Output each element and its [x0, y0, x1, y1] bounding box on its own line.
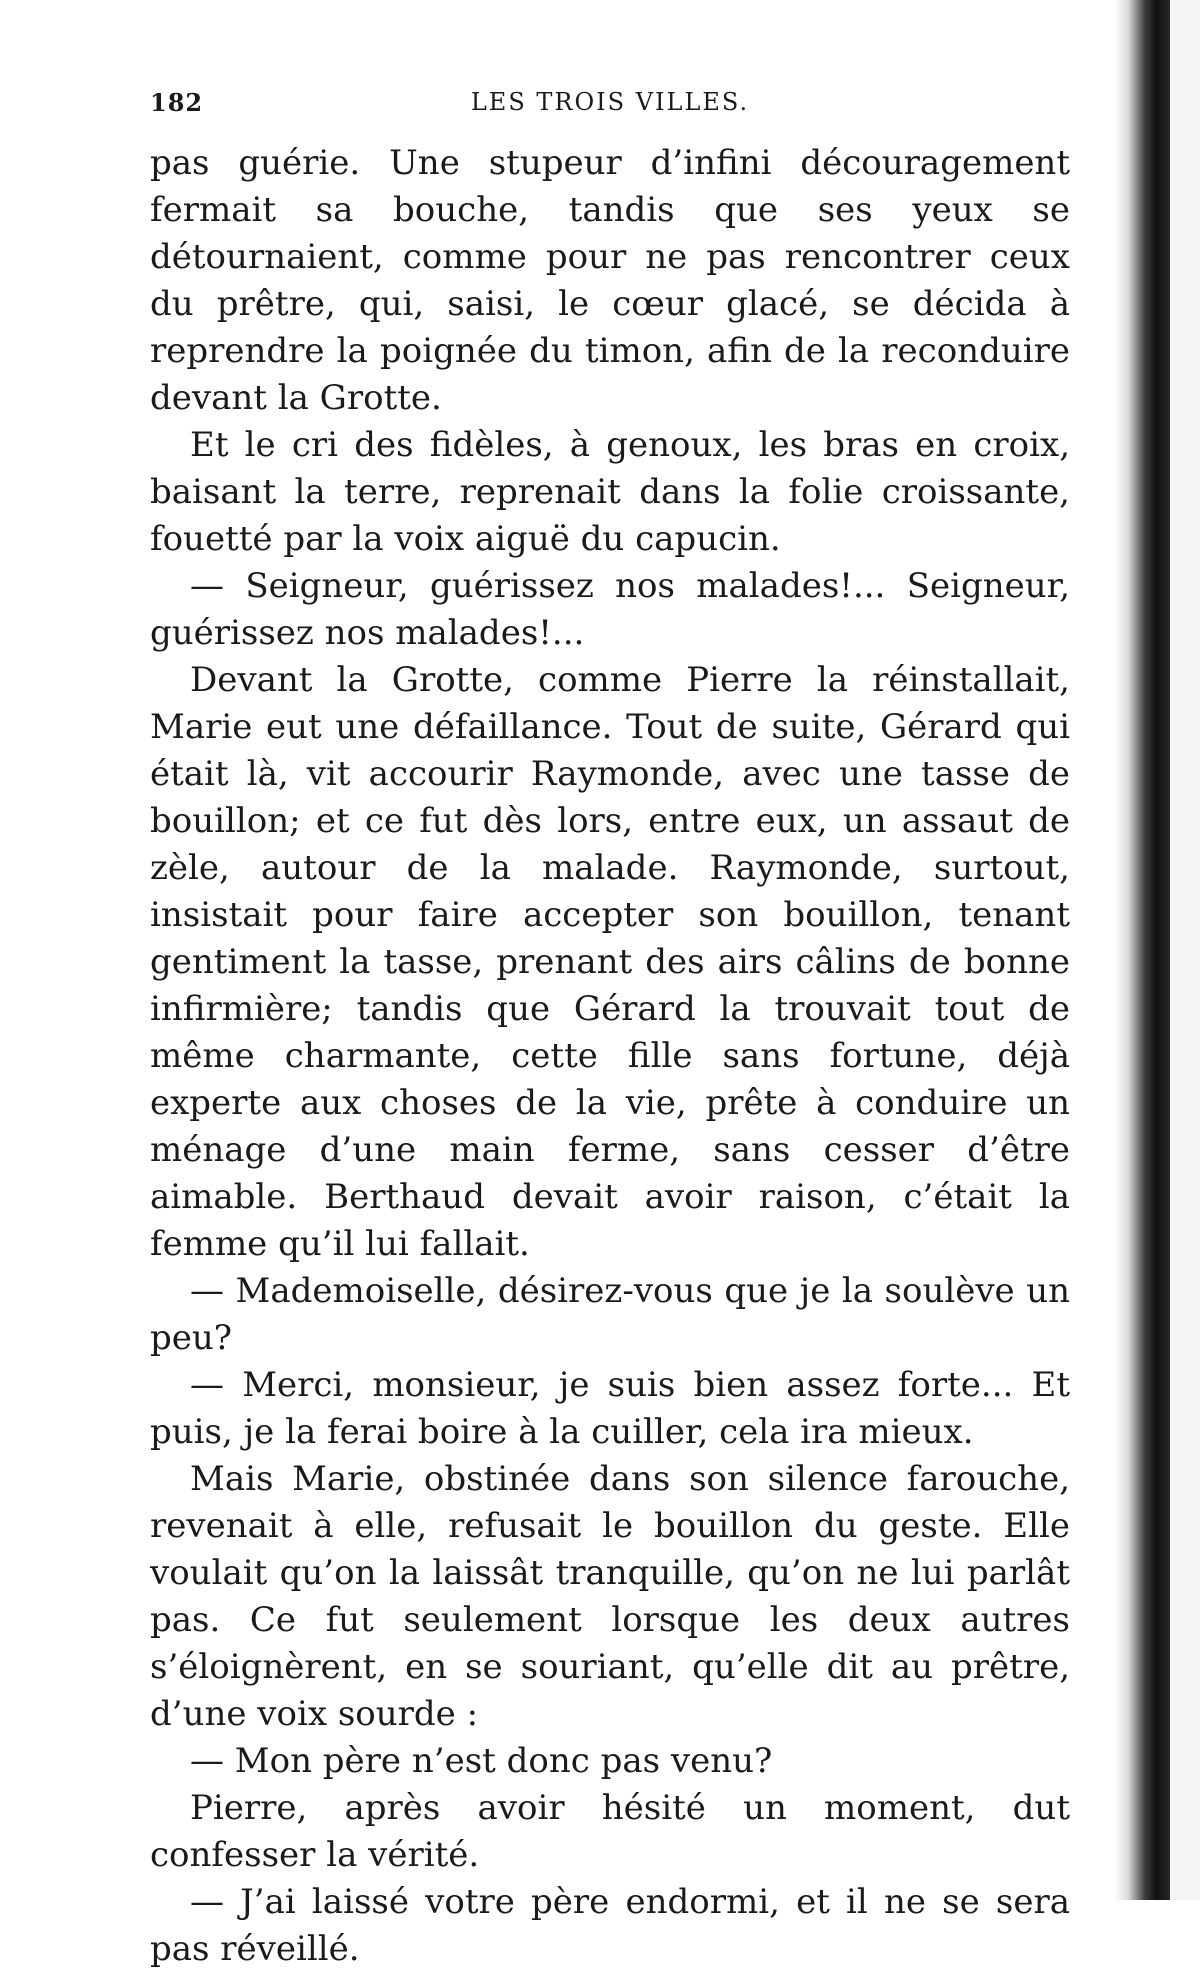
dialogue-line: — Mademoiselle, désirez-vous que je la soulève un peu? [150, 1271, 1070, 1358]
running-title: LES TROIS VILLES. [470, 88, 750, 116]
page-number: 182 [150, 88, 204, 117]
dialogue-line: — Merci, monsieur, je suis bien assez forte... Et puis, je la ferai boire à la cuiller, cela ira mieux. [150, 1365, 1070, 1452]
page-header [150, 88, 1070, 128]
page-edge-shadow [1115, 0, 1170, 1900]
dialogue-line: — Mon père n’est donc pas venu? [190, 1741, 773, 1781]
body-text [150, 140, 1070, 1973]
dialogue-line: — Seigneur, guérissez nos malades!... Seigneur, guérissez nos malades!... [150, 566, 1070, 653]
paragraph: Pierre, après avoir hésité un moment, dut confesser la vérité. [150, 1788, 1070, 1875]
dialogue-line: — J’ai laissé votre père endormi, et il ne se sera pas réveillé. [150, 1882, 1070, 1969]
paragraph: Devant la Grotte, comme Pierre la réinstallait, Marie eut une défaillance. Tout de suite, Gérard qui était là, vit accourir Raymonde, avec une tasse de bouillon; et ce fut dès lors, entre eux, un assaut de zèle, autour de la malade. Raymonde, surtout, insistait pour faire accepter son bouillon, tenant gentiment la tasse, prenant des airs câlins de bonne infirmière; tandis que Gérard la trouvait tout de même charmante, cette fille sans fortune, déjà experte aux choses de la vie, prête à conduire un ménage d’une main ferme, sans cesser d’être aimable. Berthaud devait avoir raison, c’était la femme qu’il lui fallait. [150, 660, 1070, 1264]
paragraph: Mais Marie, obstinée dans son silence farouche, revenait à elle, refusait le bouillon du geste. Elle voulait qu’on la laissât tranquille, qu’on ne lui parlât pas. Ce fut seulement lorsque les deux autres s’éloignèrent, en se souriant, qu’elle dit au prêtre, d’une voix sourde : [150, 1459, 1070, 1734]
paragraph: pas guérie. Une stupeur d’infini découragement fermait sa bouche, tandis que ses yeux se détournaient, comme pour ne pas rencontrer ceux du prêtre, qui, saisi, le cœur glacé, se décida à reprendre la poignée du timon, afin de la reconduire devant la Grotte. [150, 143, 1070, 418]
page-edge-margin [1170, 0, 1200, 1900]
paragraph: Et le cri des fidèles, à genoux, les bras en croix, baisant la terre, reprenait dans la folie croissante, fouetté par la voix aiguë du capucin. [150, 425, 1070, 559]
